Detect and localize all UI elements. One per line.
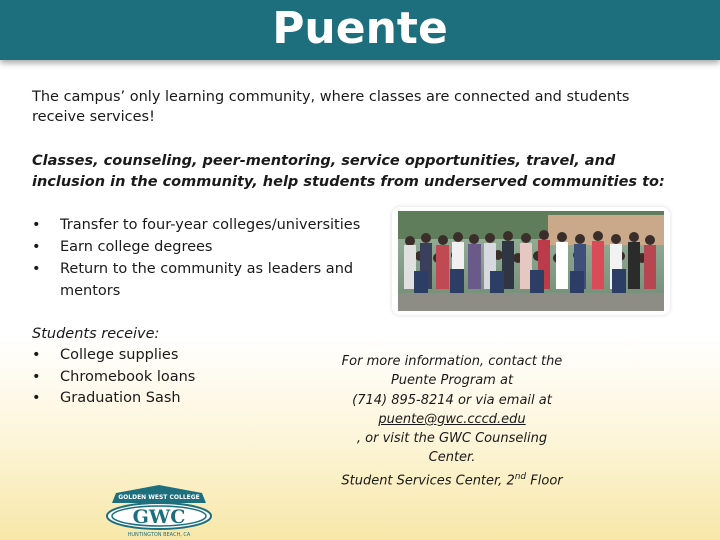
receive-item: • Chromebook loans: [32, 367, 292, 389]
intro-text: The campus’ only learning community, where classes are connected and students receive services!: [32, 89, 630, 125]
contact-line: For more information, contact the: [341, 354, 563, 369]
logo-top-text: GOLDEN WEST COLLEGE: [118, 494, 200, 501]
group-photo-image: [398, 211, 664, 311]
location-sup: nd: [514, 471, 527, 482]
contact-location: [332, 468, 572, 491]
contact-line: , or visit the GWC Counseling Center.: [356, 431, 548, 466]
receive-item: • Graduation Sash: [32, 388, 292, 410]
goal-item: • Transfer to four-year colleges/universities: [32, 214, 377, 236]
logo-bottom-text: HUNTINGTON BEACH, CA: [127, 532, 191, 538]
receive-item: • College supplies: [32, 345, 292, 367]
classes-text: Classes, counseling, peer-mentoring, service opportunities, travel, and inclusion in the community, help students from underserved communities to:: [32, 153, 665, 190]
goals-list: [32, 214, 377, 302]
receive-heading: Students receive:: [32, 326, 160, 342]
location-suffix: Floor: [526, 473, 563, 489]
receive-list: [32, 345, 292, 410]
logo-main-text: GWC: [132, 506, 186, 528]
group-photo: [392, 207, 670, 315]
slide-title: Puente: [272, 3, 448, 54]
contact-info: [332, 352, 572, 490]
contact-email-line: [332, 410, 572, 429]
goal-item: • Return to the community as leaders and mentors: [32, 258, 377, 302]
goal-item: • Earn college degrees: [32, 236, 377, 258]
title-bar: [0, 0, 720, 60]
contact-line: Puente Program at: [390, 373, 514, 389]
location-text: Student Services Center, 2: [341, 473, 515, 489]
golden-west-college-logo: [104, 483, 214, 538]
email-link[interactable]: puente@gwc.cccd.edu: [378, 411, 526, 427]
contact-line: (714) 895-8214 or via email at: [352, 392, 552, 408]
